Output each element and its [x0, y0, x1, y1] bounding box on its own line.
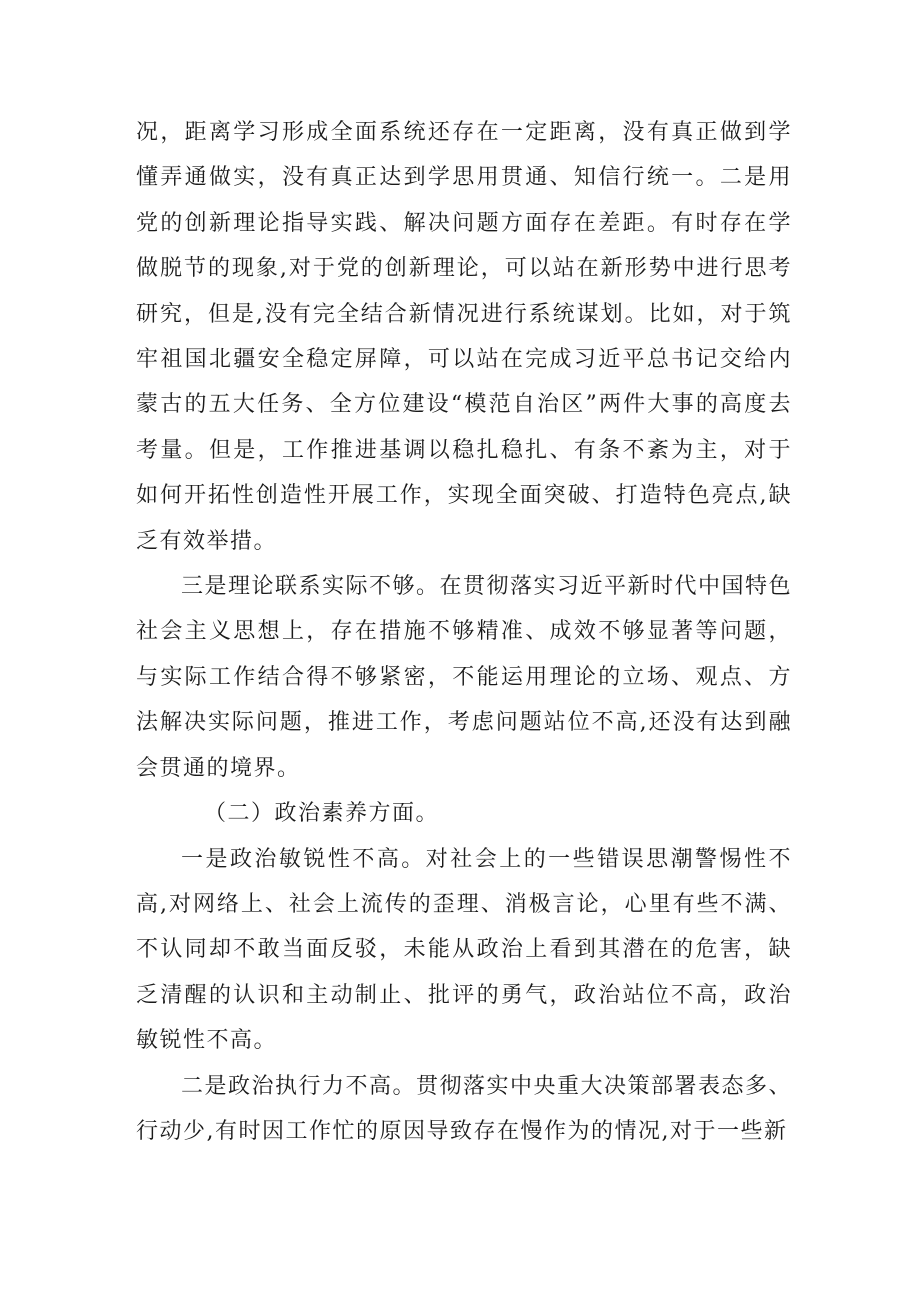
paragraph-political-execution: 二是政治执行力不高。贯彻落实中央重大决策部署表态多、行动少,有时因工作忙的原因导致存在慢作为的情况,对于一些新	[136, 1073, 793, 1144]
document-body	[136, 110, 792, 1154]
paragraph-political-sensitivity: 一是政治敏锐性不高。对社会上的一些错误思潮警惕性不高,对网络上、社会上流传的歪理、消极言论，心里有些不满、不认同却不敢当面反驳，未能从政治上看到其潜在的危害，缺乏清醒的认识和主动制止、批评的勇气，政治站位不高，政治敏锐性不高。	[136, 846, 792, 1054]
section-heading-political-literacy: （二）政治素养方面。	[204, 801, 440, 827]
paragraph-continuation: 况，距离学习形成全面系统还存在一定距离，没有真正做到学懂弄通做实，没有真正达到学思用贯通、知信行统一。二是用党的创新理论指导实践、解决问题方面存在差距。有时存在学做脱节的现象,对于党的创新理论，可以站在新形势中进行思考研究，但是,没有完全结合新情况进行系统谋划。比如，对于筑牢祖国北疆安全稳定屏障，可以站在完成习近平总书记交给内蒙古的五大任务、全方位建设“模范自治区”两件大事的高度去考量。但是，工作推进基调以稳扎稳扎、有条不紊为主，对于如何开拓性创造性开展工作，实现全面突破、打造特色亮点,缺乏有效举措。	[136, 120, 792, 554]
paragraph-theory-practice: 三是理论联系实际不够。在贯彻落实习近平新时代中国特色社会主义思想上，存在措施不够精准、成效不够显著等问题，与实际工作结合得不够紧密，不能运用理论的立场、观点、方法解决实际问题，推进工作，考虑问题站位不高,还没有达到融会贯通的境界。	[136, 574, 793, 781]
